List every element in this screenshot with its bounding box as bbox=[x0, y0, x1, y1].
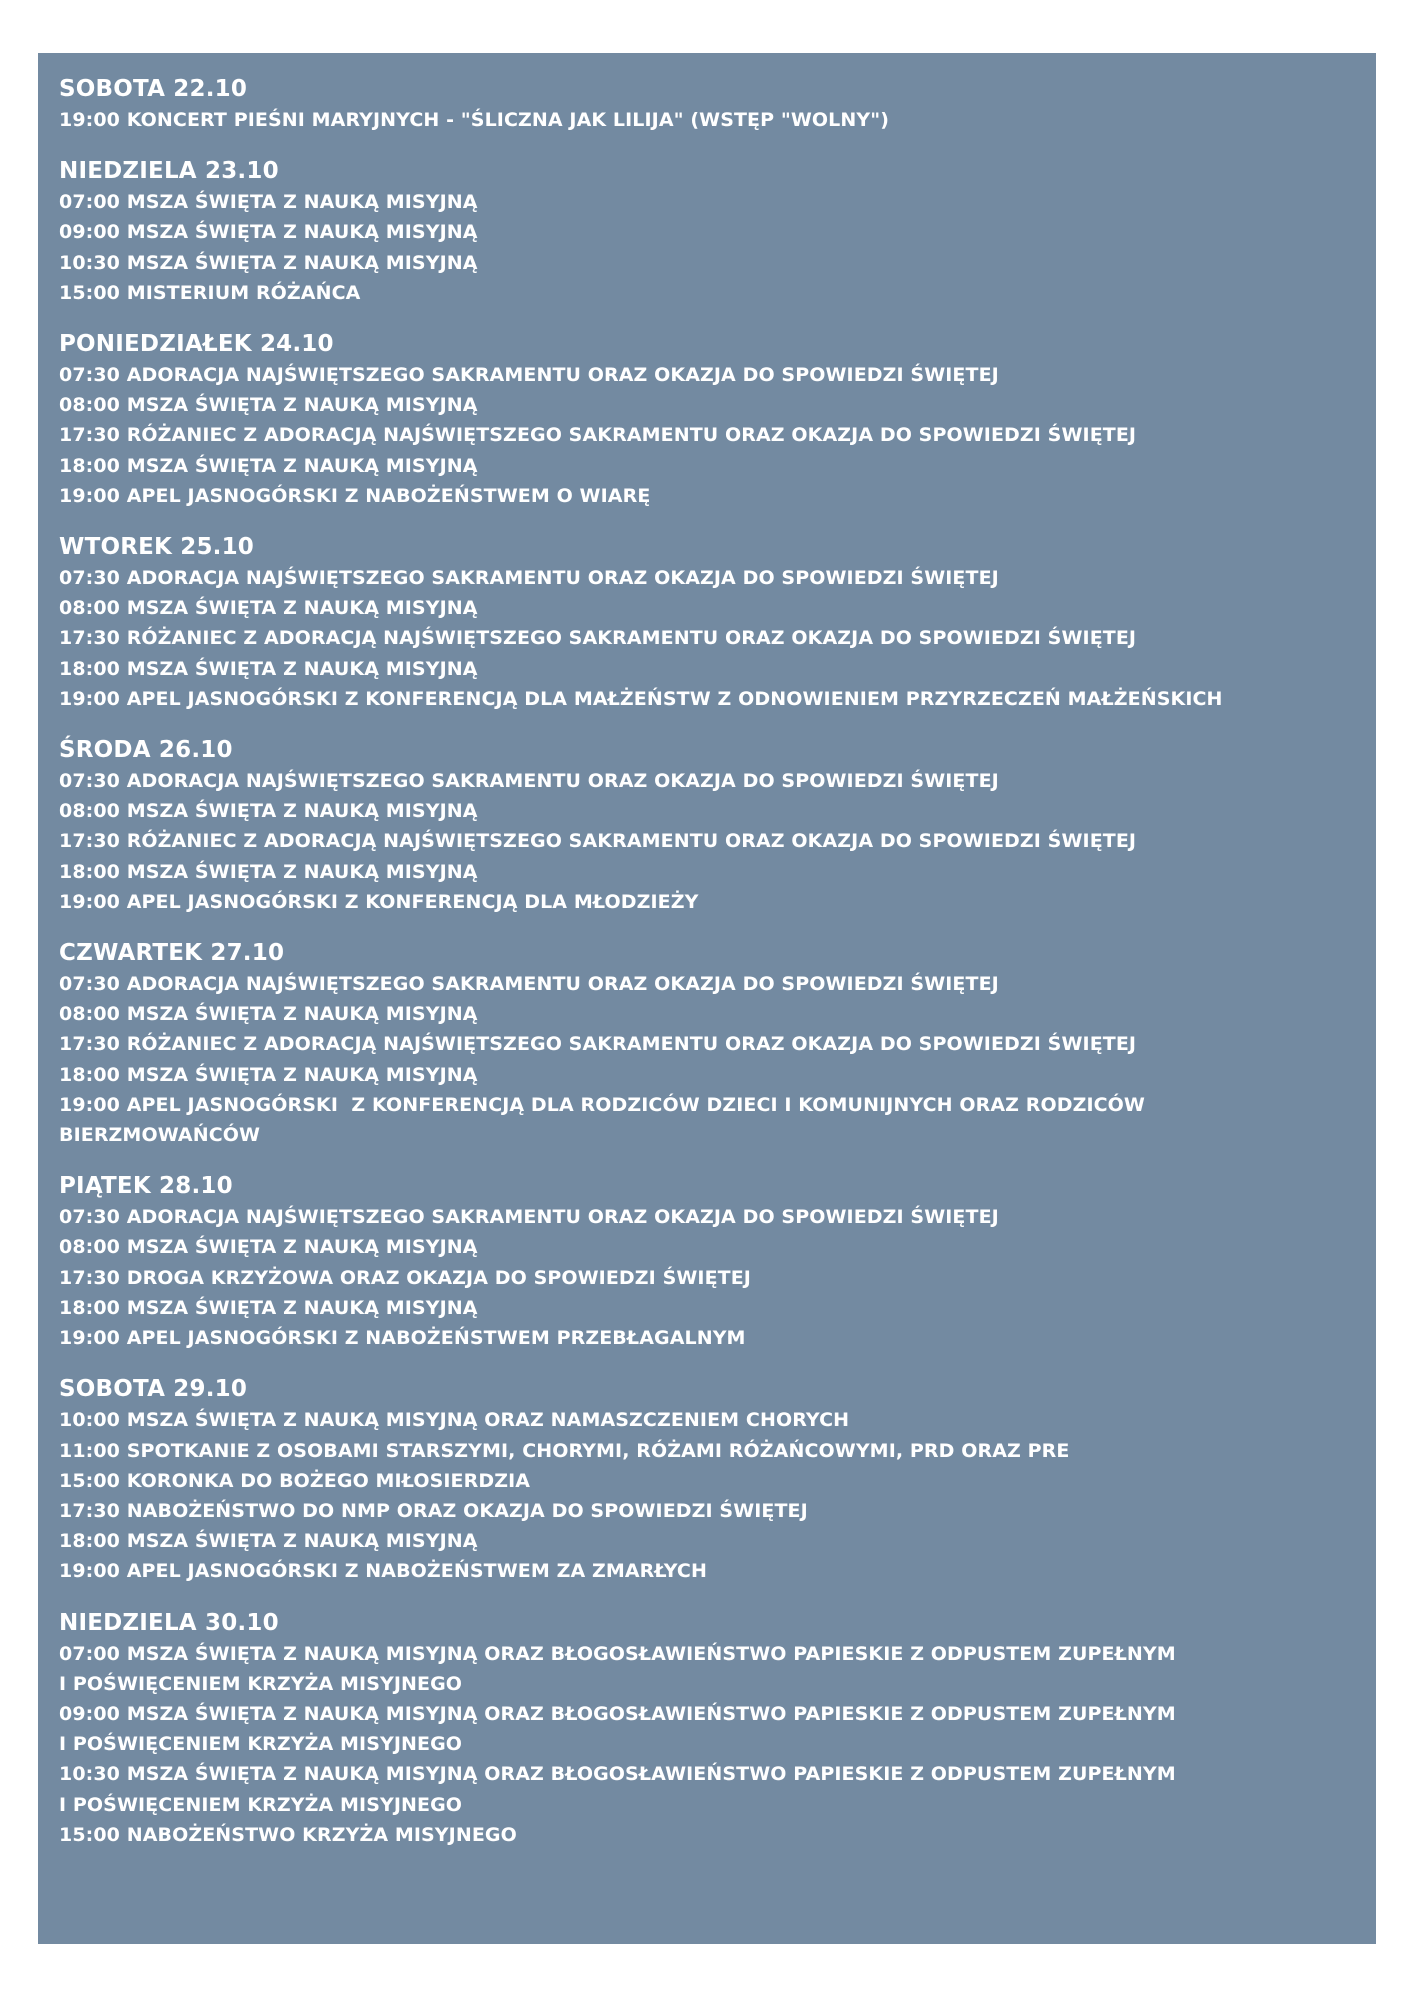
day-section-niedziela-23 bbox=[59, 155, 1376, 308]
schedule-panel bbox=[38, 53, 1376, 1944]
schedule-entry: 18:00 MSZA ŚWIĘTA Z NAUKĄ MISYJNĄ bbox=[59, 1063, 478, 1086]
section-spacer bbox=[59, 1150, 1376, 1170]
schedule-entry: 10:30 MSZA ŚWIĘTA Z NAUKĄ MISYJNĄ bbox=[59, 251, 478, 274]
section-spacer bbox=[59, 511, 1376, 531]
schedule-entry: 08:00 MSZA ŚWIĘTA Z NAUKĄ MISYJNĄ bbox=[59, 394, 478, 417]
day-title: NIEDZIELA 30.10 bbox=[59, 1609, 279, 1636]
schedule-entry: 19:00 APEL JASNOGÓRSKI Z NABOŻEŃSTWEM PRZEBŁAGALNYM bbox=[59, 1327, 746, 1350]
day-section-sroda-26 bbox=[59, 734, 1376, 917]
section-spacer bbox=[59, 714, 1376, 734]
section-spacer bbox=[59, 917, 1376, 937]
day-title: CZWARTEK 27.10 bbox=[59, 940, 285, 967]
day-title: ŚRODA 26.10 bbox=[59, 737, 233, 764]
entry-list bbox=[59, 563, 1376, 714]
schedule-entry: 19:00 APEL JASNOGÓRSKI Z NABOŻEŃSTWEM ZA ZMARŁYCH bbox=[59, 1560, 707, 1583]
schedule-entry: 17:30 NABOŻEŃSTWO DO NMP ORAZ OKAZJA DO SPOWIEDZI ŚWIĘTEJ bbox=[59, 1499, 808, 1522]
schedule-entry: BIERZMOWAŃCÓW bbox=[59, 1124, 261, 1147]
schedule-entry: 07:30 ADORACJA NAJŚWIĘTSZEGO SAKRAMENTU ORAZ OKAZJA DO SPOWIEDZI ŚWIĘTEJ bbox=[59, 1206, 999, 1229]
schedule-entry: 07:30 ADORACJA NAJŚWIĘTSZEGO SAKRAMENTU ORAZ OKAZJA DO SPOWIEDZI ŚWIĘTEJ bbox=[59, 973, 999, 996]
day-title: NIEDZIELA 23.10 bbox=[59, 158, 279, 185]
day-title: PIĄTEK 28.10 bbox=[59, 1173, 233, 1200]
day-section-piatek-28 bbox=[59, 1170, 1376, 1353]
entry-list bbox=[59, 105, 1376, 135]
schedule-entry: 19:00 KONCERT PIEŚNI MARYJNYCH - "ŚLICZNA JAK LILIJA" (WSTĘP "WOLNY") bbox=[59, 109, 890, 131]
day-section-sobota-29 bbox=[59, 1373, 1376, 1586]
schedule-entry: I POŚWIĘCENIEM KRZYŻA MISYJNEGO bbox=[59, 1793, 463, 1816]
schedule-entry: 19:00 APEL JASNOGÓRSKI Z KONFERENCJĄ DLA MAŁŻEŃSTW Z ODNOWIENIEM PRZYRZECZEŃ MAŁŻEŃSKICH bbox=[59, 687, 1223, 710]
day-title: SOBOTA 29.10 bbox=[59, 1376, 248, 1403]
day-section-sobota-22 bbox=[59, 73, 1376, 135]
day-title: PONIEDZIAŁEK 24.10 bbox=[59, 331, 334, 358]
entry-list bbox=[59, 1405, 1376, 1586]
schedule-entry: 17:30 DROGA KRZYŻOWA ORAZ OKAZJA DO SPOWIEDZI ŚWIĘTEJ bbox=[59, 1266, 751, 1289]
schedule-entry: 07:30 ADORACJA NAJŚWIĘTSZEGO SAKRAMENTU ORAZ OKAZJA DO SPOWIEDZI ŚWIĘTEJ bbox=[59, 567, 999, 590]
schedule-entry: 17:30 RÓŻANIEC Z ADORACJĄ NAJŚWIĘTSZEGO SAKRAMENTU ORAZ OKAZJA DO SPOWIEDZI ŚWIĘTEJ bbox=[59, 424, 1137, 447]
schedule-entry: 19:00 APEL JASNOGÓRSKI Z NABOŻEŃSTWEM O WIARĘ bbox=[59, 484, 651, 507]
section-spacer bbox=[59, 308, 1376, 328]
schedule-entry: 07:30 ADORACJA NAJŚWIĘTSZEGO SAKRAMENTU ORAZ OKAZJA DO SPOWIEDZI ŚWIĘTEJ bbox=[59, 770, 999, 793]
entry-list bbox=[59, 969, 1376, 1150]
day-title: SOBOTA 22.10 bbox=[59, 76, 248, 102]
day-title: WTOREK 25.10 bbox=[59, 534, 255, 561]
schedule-entry: 07:30 ADORACJA NAJŚWIĘTSZEGO SAKRAMENTU ORAZ OKAZJA DO SPOWIEDZI ŚWIĘTEJ bbox=[59, 364, 999, 387]
schedule-entry: 10:00 MSZA ŚWIĘTA Z NAUKĄ MISYJNĄ ORAZ NAMASZCZENIEM CHORYCH bbox=[59, 1409, 850, 1432]
schedule-entry: 15:00 NABOŻEŃSTWO KRZYŻA MISYJNEGO bbox=[59, 1823, 517, 1846]
entry-list bbox=[59, 1639, 1376, 1850]
schedule-entry: 07:00 MSZA ŚWIĘTA Z NAUKĄ MISYJNĄ ORAZ BŁOGOSŁAWIEŃSTWO PAPIESKIE Z ODPUSTEM ZUPEŁNYM bbox=[59, 1642, 1176, 1665]
schedule-entry: 09:00 MSZA ŚWIĘTA Z NAUKĄ MISYJNĄ ORAZ BŁOGOSŁAWIEŃSTWO PAPIESKIE Z ODPUSTEM ZUPEŁNYM bbox=[59, 1702, 1176, 1725]
schedule-entry: 18:00 MSZA ŚWIĘTA Z NAUKĄ MISYJNĄ bbox=[59, 657, 478, 680]
schedule-entry: 09:00 MSZA ŚWIĘTA Z NAUKĄ MISYJNĄ bbox=[59, 221, 478, 244]
entry-list bbox=[59, 766, 1376, 917]
schedule-entry: 19:00 APEL JASNOGÓRSKI Z KONFERENCJĄ DLA MŁODZIEŻY bbox=[59, 890, 699, 913]
day-section-wtorek-25 bbox=[59, 531, 1376, 714]
section-spacer bbox=[59, 1353, 1376, 1373]
schedule-entry: 15:00 MISTERIUM RÓŻAŃCA bbox=[59, 281, 361, 304]
schedule-entry: 17:30 RÓŻANIEC Z ADORACJĄ NAJŚWIĘTSZEGO SAKRAMENTU ORAZ OKAZJA DO SPOWIEDZI ŚWIĘTEJ bbox=[59, 627, 1137, 650]
day-section-czwartek-27 bbox=[59, 937, 1376, 1150]
schedule-entry: 18:00 MSZA ŚWIĘTA Z NAUKĄ MISYJNĄ bbox=[59, 860, 478, 883]
schedule-entry: 08:00 MSZA ŚWIĘTA Z NAUKĄ MISYJNĄ bbox=[59, 1236, 478, 1259]
schedule-entry: 10:30 MSZA ŚWIĘTA Z NAUKĄ MISYJNĄ ORAZ BŁOGOSŁAWIEŃSTWO PAPIESKIE Z ODPUSTEM ZUPEŁNYM bbox=[59, 1763, 1176, 1786]
schedule-entry: 18:00 MSZA ŚWIĘTA Z NAUKĄ MISYJNĄ bbox=[59, 1530, 478, 1553]
schedule-entry: 17:30 RÓŻANIEC Z ADORACJĄ NAJŚWIĘTSZEGO SAKRAMENTU ORAZ OKAZJA DO SPOWIEDZI ŚWIĘTEJ bbox=[59, 1033, 1137, 1056]
schedule-entry: 08:00 MSZA ŚWIĘTA Z NAUKĄ MISYJNĄ bbox=[59, 1003, 478, 1026]
day-section-niedziela-30 bbox=[59, 1607, 1376, 1850]
entry-list bbox=[59, 360, 1376, 511]
schedule-entry: 08:00 MSZA ŚWIĘTA Z NAUKĄ MISYJNĄ bbox=[59, 800, 478, 823]
schedule-entry: 18:00 MSZA ŚWIĘTA Z NAUKĄ MISYJNĄ bbox=[59, 1296, 478, 1319]
schedule-entry: 19:00 APEL JASNOGÓRSKI Z KONFERENCJĄ DLA RODZICÓW DZIECI I KOMUNIJNYCH ORAZ RODZICÓW bbox=[59, 1093, 1145, 1116]
day-section-poniedzialek-24 bbox=[59, 328, 1376, 511]
schedule-entry: 15:00 KORONKA DO BOŻEGO MIŁOSIERDZIA bbox=[59, 1469, 531, 1492]
schedule-entry: 08:00 MSZA ŚWIĘTA Z NAUKĄ MISYJNĄ bbox=[59, 597, 478, 620]
schedule-entry: 11:00 SPOTKANIE Z OSOBAMI STARSZYMI, CHORYMI, RÓŻAMI RÓŻAŃCOWYMI, PRD ORAZ PRE bbox=[59, 1439, 1070, 1462]
entry-list bbox=[59, 187, 1376, 308]
entry-list bbox=[59, 1202, 1376, 1353]
section-spacer bbox=[59, 1587, 1376, 1607]
schedule-entry: 17:30 RÓŻANIEC Z ADORACJĄ NAJŚWIĘTSZEGO SAKRAMENTU ORAZ OKAZJA DO SPOWIEDZI ŚWIĘTEJ bbox=[59, 830, 1137, 853]
section-spacer bbox=[59, 135, 1376, 155]
schedule-entry: I POŚWIĘCENIEM KRZYŻA MISYJNEGO bbox=[59, 1733, 463, 1756]
schedule-entry: 18:00 MSZA ŚWIĘTA Z NAUKĄ MISYJNĄ bbox=[59, 454, 478, 477]
schedule-entry: I POŚWIĘCENIEM KRZYŻA MISYJNEGO bbox=[59, 1672, 463, 1695]
schedule-entry: 07:00 MSZA ŚWIĘTA Z NAUKĄ MISYJNĄ bbox=[59, 191, 478, 214]
